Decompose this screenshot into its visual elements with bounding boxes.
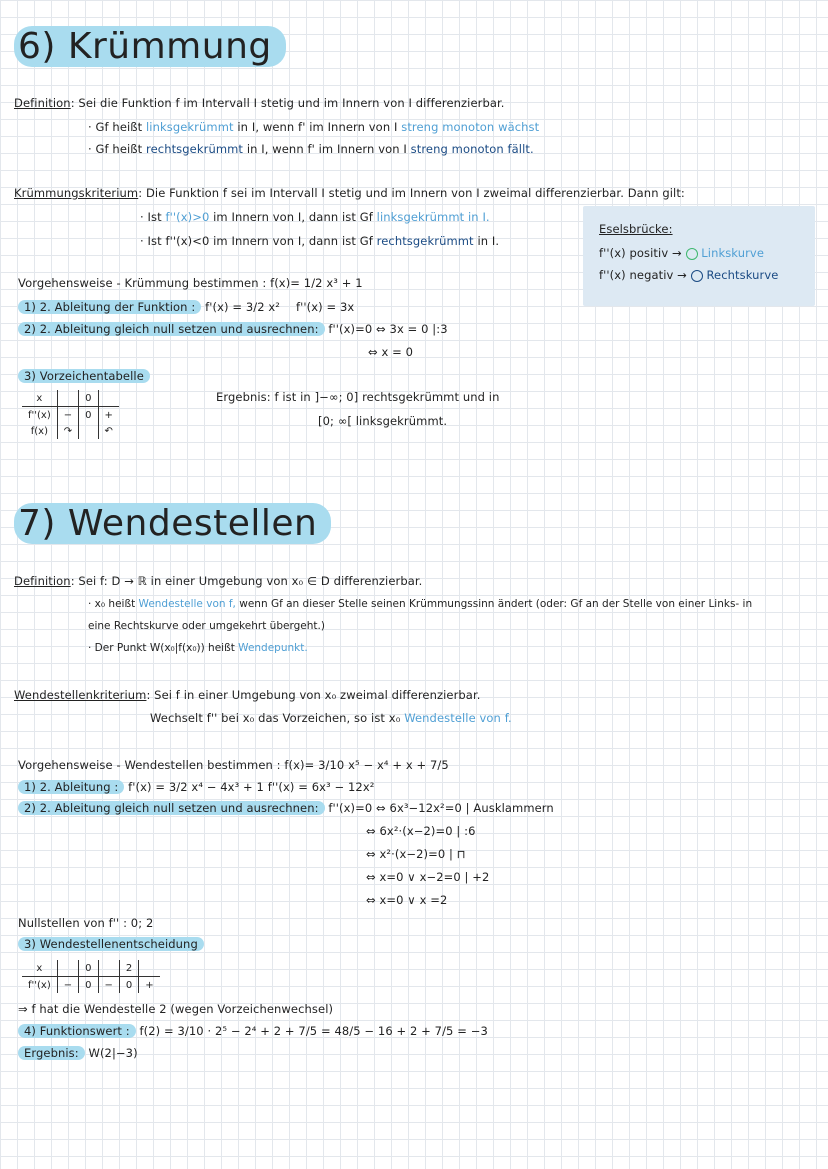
sign-table-row [22,423,119,439]
equation-line: f''(x)=0 ⇔ 3x = 0 |:3 [328,322,448,336]
kriterium-condition: Wechselt f'' bei x₀ das Vorzeichen, so ist x₀ [150,711,401,725]
kriterium-text: : Sei f in einer Umgebung von x₀ zweimal differenzierbar. [146,688,481,702]
mnemonic-line-1 [599,246,764,260]
bullet-prefix: · Der Punkt W(x₀|f(x₀)) heißt [88,642,235,654]
result-line-1 [216,390,499,404]
result-line [18,1046,138,1060]
term-linksgekruemmt: linksgekrümmt in I. [376,210,490,224]
sign-table-cell: x [22,960,57,977]
equation-step: ⇔ 6x²·(x−2)=0 | :6 [366,824,476,838]
procedure-title: Vorgehensweise - Krümmung bestimmen : f(x)= 1/2 x³ + 1 [18,276,363,290]
term-wendestelle: Wendestelle von f, [138,598,236,610]
equation-step: ⇔ x=0 ∨ x−2=0 | +2 [366,870,490,884]
section-title-wendestellen [14,503,331,544]
sign-table-kruemmung [22,390,119,439]
definition-text: : Sei f: D → ℝ in einer Umgebung von x₀ ∈ D differenzierbar. [70,574,423,588]
step-label: 2) 2. Ableitung gleich null setzen und ausrechnen: [18,801,325,815]
step-label: 1) 2. Ableitung der Funktion : [18,300,201,314]
result-text: W(2|−3) [88,1046,138,1060]
mnemonic-line-2 [599,268,778,282]
definition-bullet-2 [88,142,534,156]
mnemonic-term: Linkskurve [701,246,765,260]
sign-table-cell: + [139,977,160,994]
equation-step: ⇔ x²·(x−2)=0 | ⊓ [366,847,466,861]
definition-line [14,574,422,588]
kriterium-line [14,688,480,702]
sign-table-cell: f''(x) [28,409,51,421]
term-wendestelle: Wendestelle von f. [404,711,512,725]
sign-table-cell [57,960,78,977]
procedure-step-2 [18,801,554,815]
bullet-middle: im Innern von I, dann ist Gf [213,210,373,224]
title-text: 6) Krümmung [14,26,286,67]
section-title-kruemmung [14,26,286,67]
second-derivative: f''(x) = 3x [296,300,355,314]
bullet-prefix: · Gf heißt [88,120,143,134]
sign-table-cell [79,423,98,439]
kriterium-label: Krümmungskriterium [14,186,139,200]
result-label: Ergebnis: [216,390,271,404]
first-derivative: f'(x) = 3/2 x⁴ − 4x³ + 1 [128,780,264,794]
sign-table-cell: − [98,977,119,994]
procedure-step-2 [18,322,448,336]
sign-table-cell: − [57,407,78,424]
procedure-step-1 [18,780,374,794]
result-text: f ist in ]−∞; 0] rechtsgekrümmt und in [274,390,500,404]
definition-bullet-1 [88,598,752,610]
kriterium-text: : Die Funktion f sei im Intervall I stetig und im Innern von I zweimal differenzierbar. Dann gilt: [138,186,685,200]
sign-table-cell: x [22,390,57,407]
condition-positive: f''(x)>0 [165,210,210,224]
sign-table-row [22,390,119,407]
equation-result: ⇔ x=0 ∨ x =2 [366,893,448,907]
sign-table-cell: f(x) [30,425,48,437]
bullet-middle: in I, wenn f' im Innern von I [237,120,398,134]
mnemonic-box [583,206,815,306]
step-label: 4) Funktionswert : [18,1024,136,1038]
first-derivative: f'(x) = 3/2 x² [205,300,280,314]
step-label: 1) 2. Ableitung : [18,780,124,794]
step-label: 2) 2. Ableitung gleich null setzen und ausrechnen: [18,322,325,336]
bullet-prefix: · Gf heißt [88,142,143,156]
definition-line [14,96,505,110]
sign-table-cell: 0 [79,390,98,407]
term-monoton-waechst: streng monoton wächst [401,120,540,134]
sign-table-cell: f''(x) [28,979,51,991]
sign-table-cell: 0 [79,960,98,977]
term-monoton-faellt: streng monoton fällt. [410,142,534,156]
equation-result: ⇔ x = 0 [368,345,414,359]
sign-table-row [22,977,160,994]
function-value: f(2) = 3/10 · 2⁵ − 2⁴ + 2 + 7/5 = 48/5 − 16 + 2 + 7/5 = −3 [139,1024,488,1038]
term-wendepunkt: Wendepunkt. [238,642,308,654]
definition-bullet-1-continued: eine Rechtskurve oder umgekehrt übergeht.) [88,620,325,632]
term-rechtsgekruemmt: rechtsgekrümmt [376,234,474,248]
sign-table-cell [139,960,160,977]
kriterium-bullet-1 [140,210,490,224]
procedure-step-3 [18,369,150,383]
sign-table-cell: ↶ [98,423,119,439]
bullet-prefix: · Ist f''(x)<0 im Innern von I, dann ist Gf [140,234,373,248]
procedure-title: Vorgehensweise - Wendestellen bestimmen : f(x)= 3/10 x⁵ − x⁴ + x + 7/5 [18,758,449,772]
bullet-middle: in I, wenn f' im Innern von I [246,142,407,156]
definition-bullet-1 [88,120,539,134]
sign-table-cell [98,390,119,407]
mnemonic-term: Rechtskurve [706,268,779,282]
sign-table-cell [98,960,119,977]
bullet-tail: in I. [477,234,500,248]
sign-table-row [22,407,119,424]
sign-table-cell: − [57,977,78,994]
sign-table-wendestellen [22,960,160,993]
sign-table-cell: + [98,407,119,424]
step-label: 3) Vorzeichentabelle [18,369,150,383]
smiley-icon [686,248,698,260]
sign-table-cell [57,390,78,407]
mnemonic-condition: f''(x) negativ → [599,268,687,282]
result-label: Ergebnis: [18,1046,85,1060]
definition-text: : Sei die Funktion f im Intervall I stetig und im Innern von I differenzierbar. [70,96,505,110]
sign-table-cell: 0 [119,977,138,994]
term-rechtsgekruemmt: rechtsgekrümmt [146,142,244,156]
kriterium-bullet-2 [140,234,499,248]
term-linksgekruemmt: linksgekrümmt [146,120,234,134]
result-line-2: [0; ∞[ linksgekrümmt. [318,414,448,428]
kriterium-line [14,186,685,200]
procedure-step-1 [18,300,280,314]
definition-label: Definition [14,96,71,110]
second-derivative: f''(x) = 6x³ − 12x² [267,780,375,794]
sign-table-cell: 2 [119,960,138,977]
definition-bullet-2 [88,642,308,654]
equation-line: f''(x)=0 ⇔ 6x³−12x²=0 | Ausklammern [328,801,554,815]
mnemonic-condition: f''(x) positiv → [599,246,682,260]
bullet-prefix: · x₀ heißt [88,598,136,610]
sign-table-cell: 0 [79,977,98,994]
sign-table-cell: ↷ [57,423,78,439]
zeros-line: Nullstellen von f'' : 0; 2 [18,916,154,930]
kriterium-label: Wendestellenkriterium [14,688,147,702]
sign-table-row [22,960,160,977]
bullet-prefix: · Ist [140,210,162,224]
bullet-tail: wenn Gf an dieser Stelle seinen Krümmungssinn ändert (oder: Gf an der Stelle von einer Links- in [239,598,753,610]
definition-label: Definition [14,574,71,588]
procedure-step-4 [18,1024,488,1038]
title-text: 7) Wendestellen [14,503,331,544]
conclusion-line: ⇒ f hat die Wendestelle 2 (wegen Vorzeichenwechsel) [18,1002,334,1016]
kriterium-line-2 [150,711,512,725]
procedure-step-3 [18,937,204,951]
sign-table-cell: 0 [79,407,98,424]
mnemonic-title: Eselsbrücke: [599,222,673,236]
frown-icon [691,270,703,282]
step-label: 3) Wendestellenentscheidung [18,937,204,951]
